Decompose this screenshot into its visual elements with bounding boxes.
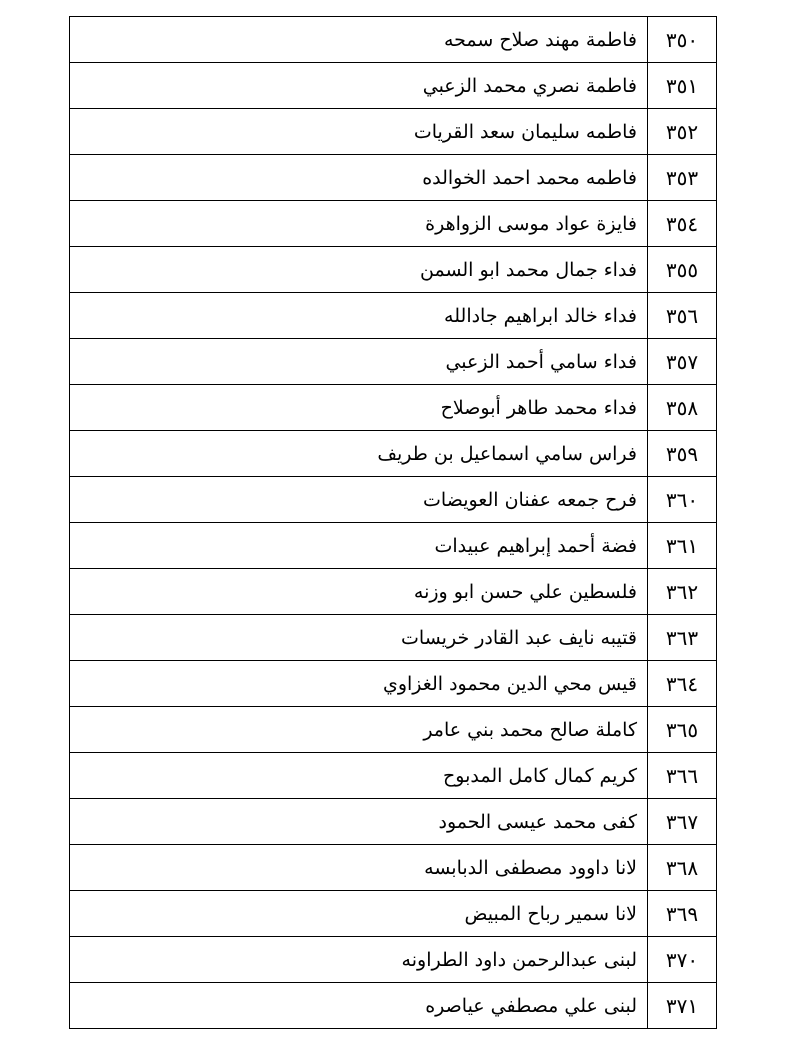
row-full-name: لبنى علي مصطفي عياصره bbox=[70, 983, 648, 1029]
row-number: ٣٥٥ bbox=[648, 247, 717, 293]
table-row bbox=[70, 569, 717, 615]
names-table-container bbox=[69, 16, 717, 1029]
row-full-name: فاطمة نصري محمد الزعبي bbox=[70, 63, 648, 109]
row-full-name: كريم كمال كامل المدبوح bbox=[70, 753, 648, 799]
table-row bbox=[70, 293, 717, 339]
row-full-name: فاطمه محمد احمد الخوالده bbox=[70, 155, 648, 201]
row-full-name: لبنى عبدالرحمن داود الطراونه bbox=[70, 937, 648, 983]
row-number: ٣٥٣ bbox=[648, 155, 717, 201]
row-number: ٣٧٠ bbox=[648, 937, 717, 983]
row-number: ٣٥٤ bbox=[648, 201, 717, 247]
table-row bbox=[70, 937, 717, 983]
table-row bbox=[70, 155, 717, 201]
table-row bbox=[70, 17, 717, 63]
table-row bbox=[70, 799, 717, 845]
row-full-name: فاطمة مهند صلاح سمحه bbox=[70, 17, 648, 63]
row-full-name: فايزة عواد موسى الزواهرة bbox=[70, 201, 648, 247]
table-row bbox=[70, 477, 717, 523]
table-row bbox=[70, 661, 717, 707]
row-number: ٣٥٢ bbox=[648, 109, 717, 155]
row-full-name: قتيبه نايف عبد القادر خريسات bbox=[70, 615, 648, 661]
table-row bbox=[70, 891, 717, 937]
row-full-name: فداء خالد ابراهيم جادالله bbox=[70, 293, 648, 339]
row-number: ٣٥٦ bbox=[648, 293, 717, 339]
row-full-name: لانا داوود مصطفى الدبابسه bbox=[70, 845, 648, 891]
row-number: ٣٦٥ bbox=[648, 707, 717, 753]
row-full-name: فضة أحمد إبراهيم عبيدات bbox=[70, 523, 648, 569]
row-number: ٣٥٠ bbox=[648, 17, 717, 63]
row-full-name: كفى محمد عيسى الحمود bbox=[70, 799, 648, 845]
row-number: ٣٦٣ bbox=[648, 615, 717, 661]
table-row bbox=[70, 247, 717, 293]
row-number: ٣٥٧ bbox=[648, 339, 717, 385]
names-table bbox=[69, 16, 717, 1029]
row-number: ٣٥١ bbox=[648, 63, 717, 109]
table-row bbox=[70, 523, 717, 569]
table-row bbox=[70, 845, 717, 891]
row-number: ٣٧١ bbox=[648, 983, 717, 1029]
table-row bbox=[70, 753, 717, 799]
row-full-name: فداء جمال محمد ابو السمن bbox=[70, 247, 648, 293]
row-number: ٣٥٨ bbox=[648, 385, 717, 431]
table-row bbox=[70, 431, 717, 477]
row-number: ٣٦٠ bbox=[648, 477, 717, 523]
row-full-name: فداء سامي أحمد الزعبي bbox=[70, 339, 648, 385]
table-row bbox=[70, 983, 717, 1029]
names-table-body bbox=[70, 17, 717, 1029]
row-number: ٣٦٢ bbox=[648, 569, 717, 615]
table-row bbox=[70, 339, 717, 385]
row-number: ٣٦١ bbox=[648, 523, 717, 569]
row-full-name: فراس سامي اسماعيل بن طريف bbox=[70, 431, 648, 477]
row-number: ٣٥٩ bbox=[648, 431, 717, 477]
table-row bbox=[70, 707, 717, 753]
table-row bbox=[70, 63, 717, 109]
row-number: ٣٦٨ bbox=[648, 845, 717, 891]
row-full-name: فداء محمد طاهر أبوصلاح bbox=[70, 385, 648, 431]
row-full-name: قيس محي الدين محمود الغزاوي bbox=[70, 661, 648, 707]
row-number: ٣٦٤ bbox=[648, 661, 717, 707]
row-number: ٣٦٧ bbox=[648, 799, 717, 845]
row-full-name: كاملة صالح محمد بني عامر bbox=[70, 707, 648, 753]
row-full-name: لانا سمير رباح المبيض bbox=[70, 891, 648, 937]
table-row bbox=[70, 109, 717, 155]
row-full-name: فاطمه سليمان سعد القريات bbox=[70, 109, 648, 155]
row-full-name: فرح جمعه عفنان العويضات bbox=[70, 477, 648, 523]
table-row bbox=[70, 615, 717, 661]
row-number: ٣٦٦ bbox=[648, 753, 717, 799]
row-number: ٣٦٩ bbox=[648, 891, 717, 937]
row-full-name: فلسطين علي حسن ابو وزنه bbox=[70, 569, 648, 615]
table-row bbox=[70, 201, 717, 247]
table-row bbox=[70, 385, 717, 431]
